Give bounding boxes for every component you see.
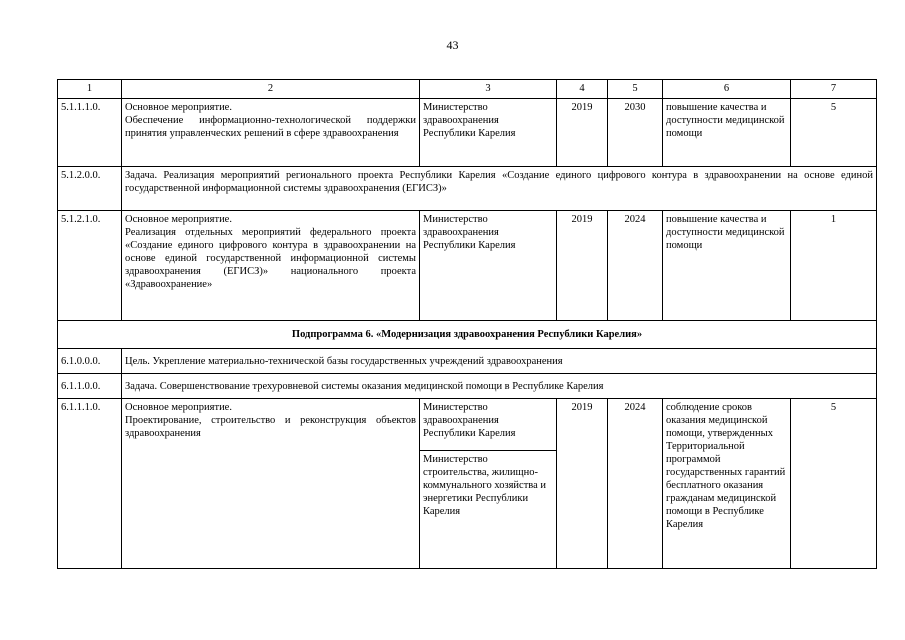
start-year: 2019 — [557, 99, 608, 167]
header-cell: 7 — [791, 80, 877, 99]
header-cell: 5 — [608, 80, 663, 99]
program-table — [57, 79, 877, 569]
task-text: Задача. Реализация мероприятий регионального проекта Республики Карелия «Создание единого цифрового контура в здравоохранении на основе единой государственной информационной системы здравоохранения (ЕГИСЗ)» — [122, 167, 877, 211]
activity-title: Основное мероприятие. — [125, 102, 232, 113]
table-row — [58, 349, 877, 374]
executor-cell: Министерство строительства, жилищно-коммунального хозяйства и энергетики Республики Карелия — [420, 451, 557, 569]
header-cell: 3 — [420, 80, 557, 99]
activity-text: Реализация отдельных мероприятий федерального проекта «Создание единого цифрового контура в здравоохранении на основе единой государственной информационной системы здравоохранения (ЕГИСЗ)» национального проекта «Здравоохранение» — [125, 227, 416, 290]
header-cell: 1 — [58, 80, 122, 99]
row-code: 6.1.1.1.0. — [58, 399, 122, 569]
table-row — [58, 374, 877, 399]
activity-cell — [122, 399, 420, 569]
end-year: 2024 — [608, 399, 663, 569]
indicator-cell: 5 — [791, 99, 877, 167]
activity-title: Основное мероприятие. — [125, 402, 232, 413]
row-code: 5.1.1.1.0. — [58, 99, 122, 167]
end-year: 2030 — [608, 99, 663, 167]
activity-text: Проектирование, строительство и реконструкция объектов здравоохранения — [125, 415, 416, 439]
table-row — [58, 167, 877, 211]
row-code: 5.1.2.1.0. — [58, 211, 122, 321]
activity-cell — [122, 99, 420, 167]
subprogram-title: Подпрограмма 6. «Модернизация здравоохранения Республики Карелия» — [58, 321, 877, 349]
result-cell: соблюдение сроков оказания медицинской помощи, утвержденных Территориальной программой государственных гарантий бесплатного оказания гражданам медицинской помощи в Республике Карелия — [663, 399, 791, 569]
indicator-cell: 5 — [791, 399, 877, 569]
executor-cell: Министерство здравоохранения Республики Карелия — [420, 99, 557, 167]
header-cell: 6 — [663, 80, 791, 99]
row-code: 6.1.1.0.0. — [58, 374, 122, 399]
header-cell: 2 — [122, 80, 420, 99]
header-row — [58, 80, 877, 99]
result-cell: повышение качества и доступности медицинской помощи — [663, 99, 791, 167]
activity-text: Обеспечение информационно-технологической поддержки принятия управленческих решений в сфере здравоохранения — [125, 115, 416, 139]
row-code: 6.1.0.0.0. — [58, 349, 122, 374]
header-cell: 4 — [557, 80, 608, 99]
result-cell: повышение качества и доступности медицинской помощи — [663, 211, 791, 321]
activity-title: Основное мероприятие. — [125, 214, 232, 225]
indicator-cell: 1 — [791, 211, 877, 321]
executor-cell: Министерство здравоохранения Республики Карелия — [420, 399, 557, 451]
table-row — [58, 99, 877, 167]
task-text: Задача. Совершенствование трехуровневой системы оказания медицинской помощи в Республике Карелия — [122, 374, 877, 399]
table-row — [58, 211, 877, 321]
page-number: 43 — [446, 38, 459, 52]
activity-cell — [122, 211, 420, 321]
executor-cell: Министерство здравоохранения Республики Карелия — [420, 211, 557, 321]
start-year: 2019 — [557, 399, 608, 569]
subprogram-row — [58, 321, 877, 349]
goal-text: Цель. Укрепление материально-технической базы государственных учреждений здравоохранения — [122, 349, 877, 374]
table-row — [58, 399, 877, 451]
end-year: 2024 — [608, 211, 663, 321]
row-code: 5.1.2.0.0. — [58, 167, 122, 211]
start-year: 2019 — [557, 211, 608, 321]
